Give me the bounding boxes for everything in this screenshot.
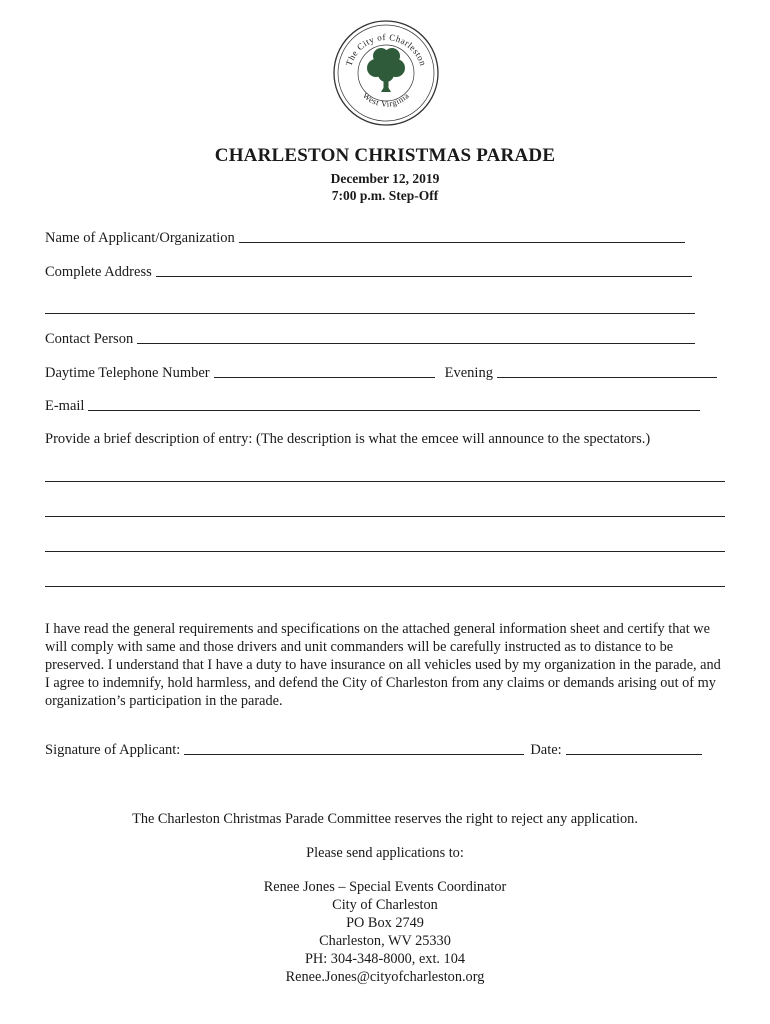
applicant-name-label: Name of Applicant/Organization bbox=[45, 230, 235, 246]
email-row bbox=[45, 398, 700, 415]
certification-paragraph: I have read the general requirements and specifications on the attached general information sheet and certify that we will comply with same and those drivers and unit commanders will be carefully instructed as to distance to be preserved. I understand that I have a duty to have insurance on all vehicles used by my organization in the parade, and I agree to indemnify, hold harmless, and defend the City of Charleston from any claims or demands arising out of my organization’s participation in the parade. bbox=[45, 621, 721, 709]
address-field[interactable] bbox=[156, 275, 692, 277]
applicant-name-field[interactable] bbox=[239, 241, 685, 243]
signature-row bbox=[45, 742, 702, 759]
page-title: CHARLESTON CHRISTMAS PARADE bbox=[214, 145, 556, 166]
telephone-row bbox=[45, 365, 717, 382]
email-label: E-mail bbox=[45, 398, 85, 414]
description-line-3[interactable] bbox=[45, 551, 725, 552]
address-label: Complete Address bbox=[45, 264, 152, 280]
evening-phone-field[interactable] bbox=[497, 376, 717, 378]
seal-graphic bbox=[331, 18, 441, 128]
address-line-coordinator: Renee Jones – Special Events Coordinator bbox=[263, 879, 507, 895]
contact-field[interactable] bbox=[137, 342, 695, 344]
description-line-2[interactable] bbox=[45, 516, 725, 517]
address-line-pobox: PO Box 2749 bbox=[346, 915, 424, 931]
event-date: December 12, 2019 bbox=[330, 171, 440, 186]
event-time: 7:00 p.m. Step-Off bbox=[331, 188, 439, 203]
daytime-phone-label: Daytime Telephone Number bbox=[45, 365, 210, 381]
city-seal-logo bbox=[331, 18, 441, 128]
signature-field[interactable] bbox=[184, 753, 524, 755]
contact-label: Contact Person bbox=[45, 331, 134, 347]
date-label: Date: bbox=[530, 742, 562, 758]
description-line-4[interactable] bbox=[45, 586, 725, 587]
address-line-citystate: Charleston, WV 25330 bbox=[319, 933, 451, 949]
address-line-phone: PH: 304-348-8000, ext. 104 bbox=[304, 951, 466, 967]
description-label: Provide a brief description of entry: (The description is what the emcee will announce to the spectators.) bbox=[45, 431, 651, 447]
seal-top-text: The City of Charleston bbox=[343, 31, 429, 68]
description-line-1[interactable] bbox=[45, 481, 725, 482]
email-field[interactable] bbox=[88, 409, 700, 411]
daytime-phone-field[interactable] bbox=[214, 376, 435, 378]
send-applications-text: Please send applications to: bbox=[306, 845, 464, 861]
address-line-email[interactable]: Renee.Jones@cityofcharleston.org bbox=[285, 969, 485, 985]
address-row bbox=[45, 264, 692, 281]
signature-label: Signature of Applicant: bbox=[45, 742, 181, 758]
oak-tree-icon bbox=[367, 48, 405, 92]
svg-text:West Virginia bbox=[361, 90, 411, 109]
description-row bbox=[45, 431, 654, 448]
evening-phone-label: Evening bbox=[444, 365, 493, 381]
seal-bottom-text: West Virginia bbox=[360, 90, 412, 109]
address-field-line-2[interactable] bbox=[45, 313, 695, 314]
applicant-name-row bbox=[45, 230, 685, 247]
rejection-notice: The Charleston Christmas Parade Committee reserves the right to reject any application. bbox=[132, 811, 638, 827]
contact-row bbox=[45, 331, 695, 348]
date-field[interactable] bbox=[566, 753, 702, 755]
mailing-address bbox=[0, 878, 770, 986]
address-line-city: City of Charleston bbox=[332, 897, 438, 913]
